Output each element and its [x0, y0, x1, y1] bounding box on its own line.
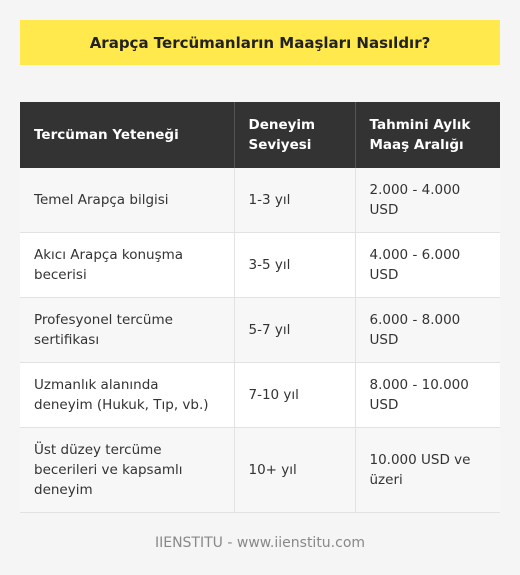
cell-experience: 1-3 yıl	[234, 168, 355, 233]
cell-salary: 10.000 USD ve üzeri	[355, 428, 500, 513]
header-salary: Tahmini Aylık Maaş Aralığı	[355, 102, 500, 168]
table-row	[20, 363, 500, 428]
table-header-row	[20, 102, 500, 168]
salary-table	[20, 102, 500, 513]
cell-salary: 8.000 - 10.000 USD	[355, 363, 500, 428]
table-row	[20, 168, 500, 233]
title-banner	[20, 20, 500, 65]
footer-text: IIENSTITU - www.iienstitu.com	[154, 535, 366, 551]
cell-skill: Profesyonel tercüme sertifikası	[20, 298, 234, 363]
cell-skill: Akıcı Arapça konuşma becerisi	[20, 233, 234, 298]
cell-salary: 6.000 - 8.000 USD	[355, 298, 500, 363]
table-row	[20, 233, 500, 298]
table-row	[20, 298, 500, 363]
cell-skill: Temel Arapça bilgisi	[20, 168, 234, 233]
cell-salary: 2.000 - 4.000 USD	[355, 168, 500, 233]
page-title: Arapça Tercümanların Maaşları Nasıldır?	[89, 33, 431, 52]
table-row	[20, 428, 500, 513]
header-skill: Tercüman Yeteneği	[20, 102, 234, 168]
cell-salary: 4.000 - 6.000 USD	[355, 233, 500, 298]
cell-skill: Uzmanlık alanında deneyim (Hukuk, Tıp, vb.)	[20, 363, 234, 428]
cell-experience: 5-7 yıl	[234, 298, 355, 363]
cell-skill: Üst düzey tercüme becerileri ve kapsamlı deneyim	[20, 428, 234, 513]
cell-experience: 3-5 yıl	[234, 233, 355, 298]
cell-experience: 10+ yıl	[234, 428, 355, 513]
header-experience: Deneyim Seviyesi	[234, 102, 355, 168]
cell-experience: 7-10 yıl	[234, 363, 355, 428]
